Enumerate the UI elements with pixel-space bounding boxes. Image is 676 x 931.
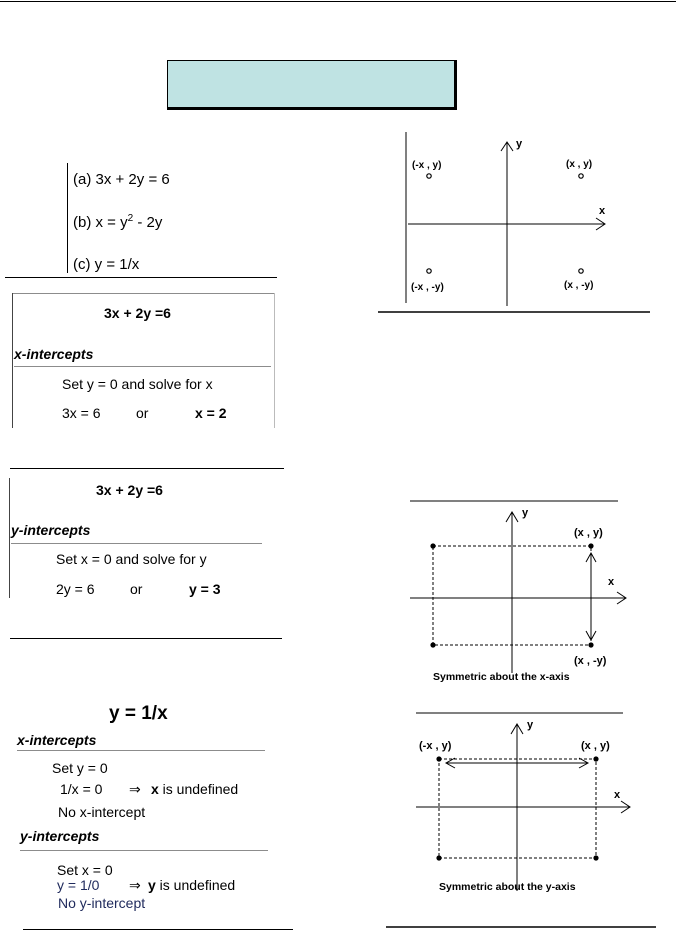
header-box xyxy=(167,60,457,110)
xint-heading: x-intercepts xyxy=(14,346,94,362)
recip-y-set: Set x = 0 xyxy=(57,862,113,878)
symy-y-label: y xyxy=(527,719,534,731)
equations-left-rule xyxy=(67,163,68,273)
quadrant-y-label: y xyxy=(516,138,523,150)
symy-point-top-left xyxy=(436,756,441,761)
recip-y-undefined-var: y xyxy=(148,877,156,893)
yint-heading: y-intercepts xyxy=(11,522,91,538)
xint-title: 3x + 2y =6 xyxy=(104,305,171,321)
xint-step2-mid: or xyxy=(136,405,149,421)
yint-step1: Set x = 0 and solve for y xyxy=(56,551,207,567)
equation-b xyxy=(73,213,162,231)
yint-left-rule xyxy=(9,478,10,598)
quadrant-q2-label: (-x , y) xyxy=(412,160,442,171)
quadrant-q2-point xyxy=(427,174,431,178)
recip-title: y = 1/x xyxy=(109,703,168,724)
recip-y-undefined-text: is undefined xyxy=(155,877,236,893)
equations-bottom-rule xyxy=(5,277,277,278)
quadrant-q4-label: (x , -y) xyxy=(564,280,594,291)
xint-top-rule xyxy=(12,293,274,294)
recip-y-heading: y-intercepts xyxy=(20,828,100,844)
symx-caption: Symmetric about the x-axis xyxy=(433,671,570,683)
quadrant-x-label: x xyxy=(599,205,606,217)
quadrant-q3-label: (-x , -y) xyxy=(411,282,444,293)
recip-bottom-rule xyxy=(23,929,293,930)
xint-step2-left: 3x = 6 xyxy=(62,405,101,421)
recip-y-eq: y = 1/0 xyxy=(57,877,100,893)
symx-x-label: x xyxy=(608,576,615,588)
quadrant-graph xyxy=(370,125,660,320)
quadrant-q1-label: (x , y) xyxy=(566,159,593,170)
xint-bottom-rule xyxy=(10,468,284,469)
symx-y-label: y xyxy=(522,507,529,519)
xint-left-rule xyxy=(12,293,13,428)
yint-bottom-rule xyxy=(10,638,282,639)
recip-y-heading-rule xyxy=(20,850,268,851)
symy-left-label: (-x , y) xyxy=(419,740,452,752)
xint-right-rule xyxy=(274,293,275,428)
yint-step2-mid: or xyxy=(130,581,143,597)
recip-x-undefined-text: is undefined xyxy=(158,781,239,797)
symy-right-label: (x , y) xyxy=(581,740,610,752)
equation-b-rest: - 2y xyxy=(133,214,163,231)
quadrant-q1-point xyxy=(579,174,583,178)
symmetric-x-graph xyxy=(400,495,635,690)
quadrant-q3-point xyxy=(427,269,431,273)
symx-top-label: (x , y) xyxy=(574,527,603,539)
equation-c: (c) y = 1/x xyxy=(73,256,140,273)
symx-point-bottom-left xyxy=(430,642,435,647)
yint-step2-right: y = 3 xyxy=(189,581,221,597)
equation-b-exponent: 2 xyxy=(127,213,134,224)
page-top-rule xyxy=(0,1,676,2)
symx-bottom-label: (x , -y) xyxy=(574,655,607,667)
xint-step2-right: x = 2 xyxy=(195,405,227,421)
symy-point-bottom-right xyxy=(593,855,598,860)
symy-point-top-right xyxy=(593,756,598,761)
symx-point-top-right xyxy=(588,543,593,548)
recip-x-heading-rule xyxy=(17,750,265,751)
xint-step1: Set y = 0 and solve for x xyxy=(62,376,213,392)
quadrant-q4-point xyxy=(579,269,583,273)
symx-point-bottom-right xyxy=(588,642,593,647)
symx-point-top-left xyxy=(430,543,435,548)
equation-b-base: (b) x = y xyxy=(73,214,128,231)
recip-x-eq: 1/x = 0 xyxy=(60,781,103,797)
symy-point-bottom-left xyxy=(436,855,441,860)
recip-x-undefined-var: x xyxy=(151,781,159,797)
recip-x-set: Set y = 0 xyxy=(52,760,108,776)
symmetric-y-graph xyxy=(380,708,670,931)
recip-x-heading: x-intercepts xyxy=(17,732,97,748)
recip-y-undefined xyxy=(148,877,235,893)
symy-caption: Symmetric about the y-axis xyxy=(439,881,576,893)
yint-step2-left: 2y = 6 xyxy=(56,581,95,597)
recip-y-none: No y-intercept xyxy=(58,895,146,911)
symy-x-label: x xyxy=(614,789,621,801)
recip-x-undefined xyxy=(151,781,238,797)
recip-x-arrow: ⇒ xyxy=(129,781,141,797)
recip-y-arrow: ⇒ xyxy=(129,877,141,893)
xint-heading-rule xyxy=(14,366,271,367)
equation-a: (a) 3x + 2y = 6 xyxy=(73,171,170,188)
yint-heading-rule xyxy=(11,543,262,544)
recip-x-none: No x-intercept xyxy=(58,804,146,820)
yint-title: 3x + 2y =6 xyxy=(96,482,163,498)
